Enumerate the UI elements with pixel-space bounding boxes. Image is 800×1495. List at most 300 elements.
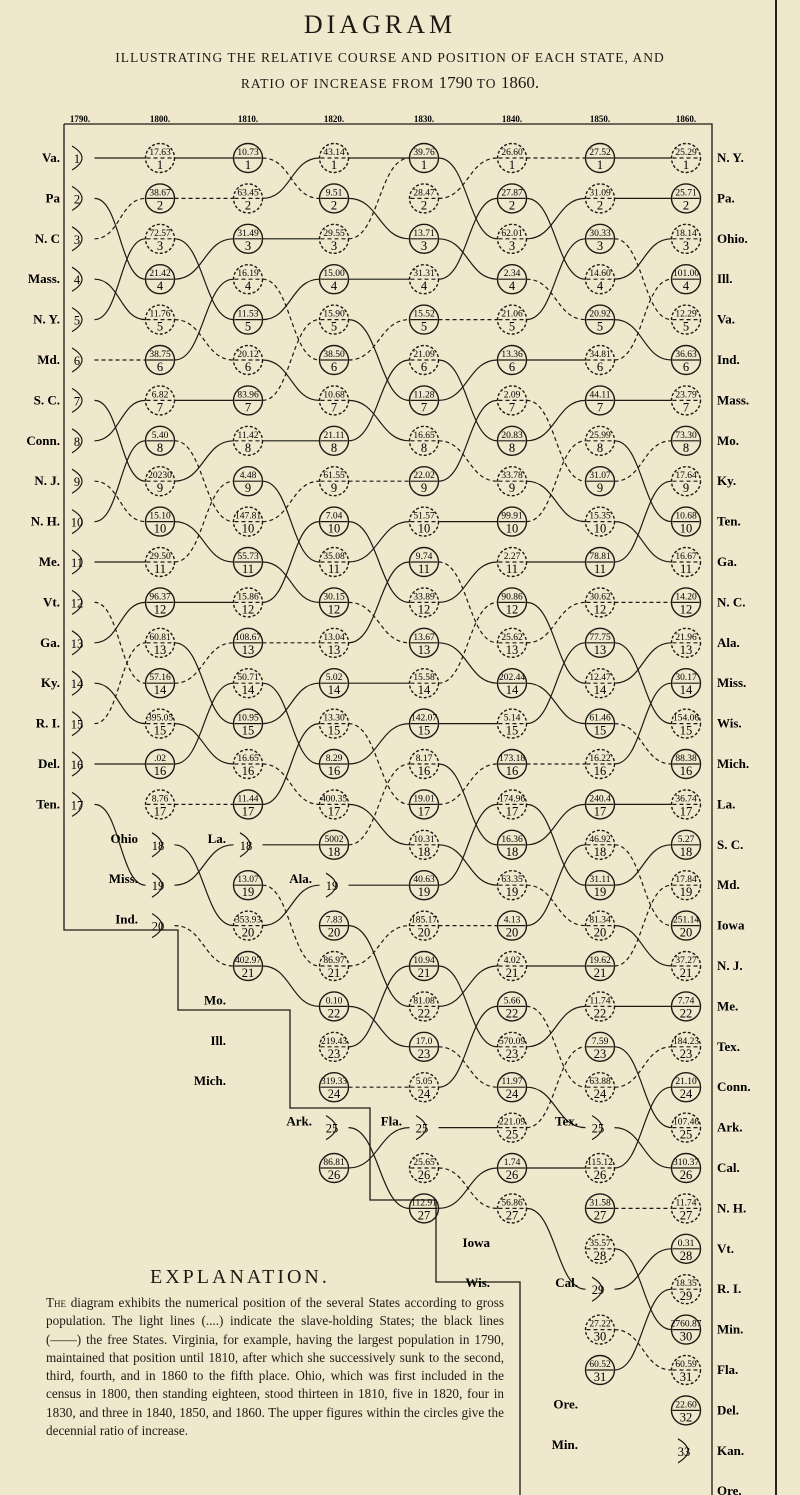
state-course-line bbox=[175, 845, 234, 926]
left-state-label: Ten. bbox=[36, 796, 60, 812]
left-state-label: Md. bbox=[37, 352, 60, 367]
state-course-line bbox=[527, 804, 586, 885]
right-state-label: Pa. bbox=[717, 190, 735, 206]
rank-1790: 10 bbox=[70, 515, 84, 530]
rank-number: 21 bbox=[679, 966, 693, 980]
right-state-label: Me. bbox=[717, 998, 739, 1014]
rank-number: 9 bbox=[596, 481, 604, 496]
ratio-value: 27.52 bbox=[589, 148, 611, 158]
ratio-value: 77.75 bbox=[589, 632, 611, 643]
ratio-value: 11.97 bbox=[501, 1077, 523, 1088]
ratio-value: 10.73 bbox=[237, 148, 259, 158]
rank-number: 3 bbox=[420, 238, 428, 253]
rank-number: 13 bbox=[327, 642, 341, 657]
ratio-value: 9.74 bbox=[415, 552, 433, 562]
rank-number: 5 bbox=[244, 319, 252, 334]
rank-1790: 8 bbox=[73, 434, 81, 449]
rank-number: 14 bbox=[505, 683, 519, 698]
rank-number: 3 bbox=[244, 238, 252, 253]
state-course-line bbox=[615, 885, 672, 966]
state-course-line bbox=[439, 1168, 498, 1208]
ratio-value: 112.91 bbox=[411, 1198, 437, 1209]
state-course-line bbox=[439, 400, 498, 481]
state-course-line bbox=[263, 320, 320, 401]
ratio-value: 21.09 bbox=[413, 350, 435, 360]
ratio-value: 221.09 bbox=[498, 1117, 526, 1128]
ratio-value: 30.62 bbox=[589, 592, 611, 603]
rank-number: 6 bbox=[596, 360, 604, 374]
rank-number: 23 bbox=[505, 1046, 519, 1061]
rank-number: 11 bbox=[327, 562, 341, 576]
rank-number: 29 bbox=[591, 1283, 605, 1298]
ratio-value: 55.73 bbox=[237, 552, 259, 562]
rank-number: 12 bbox=[505, 602, 519, 617]
rank-number: 21 bbox=[417, 966, 431, 980]
rank-number: 23 bbox=[593, 1046, 607, 1061]
ratio-value: 17.64 bbox=[675, 471, 697, 482]
state-course-line bbox=[439, 966, 498, 1047]
rank-number: 7 bbox=[682, 400, 690, 415]
rank-number: 25 bbox=[591, 1121, 605, 1136]
rank-number: 26 bbox=[679, 1168, 693, 1182]
rank-number: 9 bbox=[420, 481, 428, 496]
state-course-line bbox=[615, 1289, 672, 1370]
left-state-label: Pa bbox=[45, 190, 60, 206]
state-course-line bbox=[349, 966, 410, 1047]
right-state-label: Cal. bbox=[717, 1160, 740, 1175]
rank-number: 17 bbox=[679, 804, 693, 819]
ratio-value: 57.16 bbox=[149, 673, 171, 684]
rank-number: 27 bbox=[593, 1208, 607, 1223]
ratio-value: 15.52 bbox=[413, 309, 435, 320]
state-course-line bbox=[349, 602, 410, 642]
state-course-line bbox=[527, 481, 586, 521]
rank-number: 21 bbox=[327, 966, 341, 980]
rank-number: 20 bbox=[679, 925, 693, 940]
state-course-line bbox=[95, 683, 146, 723]
ratio-value: 0.31 bbox=[677, 1238, 695, 1249]
ratio-value: 11.53 bbox=[237, 309, 259, 320]
ratio-value: 310.37 bbox=[672, 1158, 700, 1168]
rank-number: 27 bbox=[505, 1208, 519, 1223]
entrant-state-label: Ill. bbox=[210, 1032, 226, 1048]
entrant-state-label: Min. bbox=[551, 1436, 578, 1452]
rank-number: 15 bbox=[593, 723, 607, 738]
rank-number: 20 bbox=[505, 925, 519, 940]
right-state-label: Md. bbox=[717, 877, 740, 893]
right-state-label: Vt. bbox=[717, 1240, 734, 1256]
year-header: 1840. bbox=[501, 114, 523, 124]
state-course-line bbox=[95, 198, 146, 279]
rank-number: 26 bbox=[417, 1168, 431, 1182]
rank-number: 21 bbox=[593, 966, 607, 980]
rank-number: 11 bbox=[679, 562, 693, 576]
state-course-line bbox=[263, 481, 320, 562]
rank-number: 23 bbox=[417, 1046, 431, 1061]
rank-number: 2 bbox=[156, 198, 164, 213]
rank-number: 16 bbox=[593, 764, 607, 778]
state-course-line bbox=[349, 724, 410, 805]
state-course-line bbox=[615, 724, 672, 764]
ratio-value: 14.60 bbox=[589, 269, 611, 280]
ratio-value: 43.14 bbox=[323, 148, 345, 158]
left-state-label: Va. bbox=[42, 150, 60, 165]
rank-number: 22 bbox=[417, 1006, 431, 1021]
rank-number: 15 bbox=[327, 723, 341, 738]
ratio-value: 15.35 bbox=[589, 511, 611, 522]
state-course-line bbox=[349, 1128, 410, 1168]
state-course-line bbox=[439, 239, 498, 279]
ratio-value: 11.74 bbox=[589, 996, 611, 1007]
rank-number: 8 bbox=[244, 440, 252, 455]
rank-number: 9 bbox=[682, 481, 690, 496]
state-course-line bbox=[527, 239, 586, 320]
right-state-label: N. Y. bbox=[717, 150, 744, 165]
rank-number: 18 bbox=[239, 838, 253, 853]
right-state-label: Ill. bbox=[717, 271, 733, 287]
entrant-state-label: Tex. bbox=[555, 1113, 578, 1129]
ratio-value: 101.00 bbox=[672, 269, 700, 280]
rank-number: 1 bbox=[330, 158, 338, 172]
rank-number: 5 bbox=[508, 319, 516, 334]
rank-number: 1 bbox=[596, 158, 604, 172]
state-course-line bbox=[527, 683, 586, 723]
rank-number: 13 bbox=[505, 642, 519, 657]
ratio-value: 5.02 bbox=[325, 673, 343, 684]
rank-number: 13 bbox=[417, 642, 431, 657]
ratio-value: 219.43 bbox=[320, 1036, 348, 1047]
state-course-line bbox=[175, 441, 234, 481]
state-course-line bbox=[615, 1330, 672, 1370]
rank-number: 29 bbox=[679, 1289, 693, 1304]
ratio-value: 25.65 bbox=[413, 1158, 435, 1168]
rank-number: 28 bbox=[679, 1248, 693, 1263]
ratio-value: 13.04 bbox=[323, 632, 345, 643]
entrant-state-label: Ind. bbox=[115, 911, 138, 927]
rank-1790: 9 bbox=[73, 475, 81, 490]
right-state-label: Mich. bbox=[717, 756, 750, 771]
state-course-line bbox=[439, 360, 498, 441]
state-course-line bbox=[175, 320, 234, 360]
right-state-label: Ohio. bbox=[717, 230, 748, 246]
ratio-value: 173.18 bbox=[498, 754, 526, 764]
state-course-line bbox=[349, 320, 410, 360]
rank-number: 12 bbox=[417, 602, 431, 617]
rank-number: 20 bbox=[417, 925, 431, 940]
right-state-label: Ark. bbox=[717, 1119, 743, 1135]
rank-number: 2 bbox=[330, 198, 338, 213]
ratio-value: 18.35 bbox=[675, 1279, 697, 1290]
state-course-line bbox=[439, 441, 498, 481]
ratio-value: 38.67 bbox=[149, 188, 171, 199]
rank-number: 10 bbox=[241, 521, 255, 536]
state-course-line bbox=[527, 198, 586, 279]
right-state-label: Del. bbox=[717, 1402, 740, 1418]
state-course-line bbox=[263, 885, 320, 966]
rank-number: 14 bbox=[679, 683, 693, 698]
rank-number: 5 bbox=[330, 319, 338, 334]
rank-number: 25 bbox=[679, 1127, 693, 1142]
ratio-value: 38.50 bbox=[323, 350, 345, 360]
ratio-value: 15.10 bbox=[149, 511, 171, 522]
right-state-label: Ga. bbox=[717, 554, 737, 569]
rank-number: 15 bbox=[417, 723, 431, 738]
state-course-line bbox=[175, 481, 234, 562]
rank-number: 6 bbox=[156, 360, 164, 374]
ratio-value: 11.74 bbox=[675, 1198, 697, 1209]
state-course-line bbox=[527, 804, 586, 844]
ratio-value: 17.0 bbox=[415, 1036, 433, 1047]
state-course-line bbox=[349, 764, 410, 845]
ratio-value: 147.81 bbox=[234, 511, 262, 522]
ratio-value: 4.48 bbox=[239, 471, 257, 482]
ratio-value: 18.14 bbox=[675, 228, 697, 239]
rank-number: 17 bbox=[593, 804, 607, 819]
ratio-value: 7.04 bbox=[325, 511, 343, 522]
state-course-line bbox=[175, 441, 234, 522]
rank-number: 13 bbox=[679, 642, 693, 657]
state-course-line bbox=[527, 1006, 586, 1087]
ratio-value: 51.57 bbox=[413, 511, 435, 522]
state-course-line bbox=[349, 926, 410, 966]
ratio-value: 13.30 bbox=[323, 713, 345, 724]
explanation-lead: The bbox=[46, 1295, 67, 1310]
rank-number: 23 bbox=[327, 1046, 341, 1061]
rank-number: 4 bbox=[244, 279, 252, 294]
state-course-line bbox=[175, 845, 234, 885]
ratio-value: 9.51 bbox=[325, 188, 343, 199]
state-course-line bbox=[439, 764, 498, 845]
rank-1790: 1 bbox=[73, 152, 81, 166]
ratio-value: 30.17 bbox=[675, 673, 697, 684]
state-course-line bbox=[175, 522, 234, 562]
rank-number: 12 bbox=[593, 602, 607, 617]
state-course-line bbox=[349, 522, 410, 562]
ratio-value: 99.91 bbox=[501, 511, 523, 522]
ratio-value: 30.15 bbox=[323, 592, 345, 603]
ratio-value: 2760.87 bbox=[670, 1319, 702, 1330]
ratio-value: 17.63 bbox=[149, 148, 171, 158]
rank-1790: 11 bbox=[70, 556, 84, 570]
ratio-value: 20.92 bbox=[589, 309, 611, 320]
rank-number: 31 bbox=[593, 1370, 607, 1384]
state-course-line bbox=[95, 643, 146, 724]
rank-number: 9 bbox=[156, 481, 164, 496]
state-course-line bbox=[527, 400, 586, 440]
rank-number: 4 bbox=[682, 279, 690, 294]
rank-number: 6 bbox=[508, 360, 516, 374]
rank-number: 9 bbox=[244, 481, 252, 496]
ratio-value: 7.83 bbox=[325, 915, 343, 926]
ratio-value: 31.11 bbox=[589, 875, 611, 886]
state-course-line bbox=[615, 320, 672, 360]
rank-number: 9 bbox=[508, 481, 516, 496]
state-course-line bbox=[439, 1047, 498, 1087]
ratio-value: 62.01 bbox=[501, 228, 523, 239]
rank-number: 7 bbox=[330, 400, 338, 415]
ratio-value: 15.58 bbox=[413, 673, 435, 684]
ratio-value: 81.34 bbox=[589, 915, 611, 926]
right-state-label: N. H. bbox=[717, 1200, 747, 1216]
right-state-label: N. C. bbox=[717, 594, 746, 610]
state-course-line bbox=[175, 239, 234, 320]
state-course-line bbox=[527, 400, 586, 481]
ratio-value: 14.20 bbox=[675, 592, 697, 603]
state-course-line bbox=[175, 683, 234, 764]
rank-number: 1 bbox=[420, 158, 428, 172]
rank-number: 8 bbox=[508, 440, 516, 455]
state-course-line bbox=[349, 562, 410, 643]
state-course-line bbox=[263, 764, 320, 804]
state-course-line bbox=[175, 239, 234, 279]
state-course-line bbox=[615, 481, 672, 562]
ratio-value: 570.09 bbox=[498, 1036, 526, 1047]
ratio-value: 1.74 bbox=[503, 1158, 521, 1168]
rank-number: 25 bbox=[505, 1127, 519, 1142]
state-course-line bbox=[439, 643, 498, 683]
ratio-value: 0.10 bbox=[325, 996, 343, 1007]
state-course-line bbox=[175, 643, 234, 683]
ratio-value: 11.42 bbox=[237, 430, 259, 441]
ratio-value: 402.97 bbox=[234, 956, 262, 966]
state-course-line bbox=[615, 1128, 672, 1168]
rank-number: 30 bbox=[593, 1329, 607, 1344]
state-course-line bbox=[439, 198, 498, 279]
state-course-line bbox=[439, 562, 498, 602]
ratio-value: 174.96 bbox=[498, 794, 526, 805]
ratio-value: 60.52 bbox=[589, 1360, 611, 1370]
rank-number: 10 bbox=[593, 521, 607, 536]
rank-number: 16 bbox=[241, 764, 255, 778]
state-course-line bbox=[263, 481, 320, 521]
state-course-line bbox=[439, 158, 498, 198]
entrant-state-label: La. bbox=[207, 830, 226, 846]
state-course-line bbox=[439, 562, 498, 643]
ratio-value: 240.4 bbox=[589, 794, 611, 805]
state-course-line bbox=[527, 643, 586, 724]
ratio-value: 33.89 bbox=[413, 592, 435, 603]
rank-number: 22 bbox=[593, 1006, 607, 1021]
ratio-value: 5.66 bbox=[503, 996, 521, 1007]
state-course-line bbox=[615, 239, 672, 320]
rank-number: 2 bbox=[244, 198, 252, 213]
entrant-state-label: Wis. bbox=[465, 1275, 490, 1291]
rank-number: 18 bbox=[679, 844, 693, 859]
left-state-label: N. H. bbox=[30, 513, 60, 529]
rank-1790: 7 bbox=[73, 394, 81, 409]
right-state-label: Tex. bbox=[717, 1038, 740, 1054]
year-header: 1790. bbox=[69, 114, 91, 124]
ratio-value: 21.96 bbox=[675, 632, 697, 643]
rank-number: 19 bbox=[679, 885, 693, 900]
state-course-line bbox=[349, 320, 410, 401]
rank-number: 13 bbox=[593, 642, 607, 657]
rank-number: 1 bbox=[682, 158, 690, 172]
state-course-line bbox=[349, 1006, 410, 1046]
ratio-value: 154.06 bbox=[672, 713, 700, 724]
state-course-line bbox=[439, 1006, 498, 1087]
ratio-value: 185.17 bbox=[410, 915, 438, 926]
state-course-line bbox=[615, 643, 672, 724]
state-course-line bbox=[95, 239, 146, 320]
state-course-line bbox=[615, 441, 672, 481]
right-state-label: Ten. bbox=[717, 513, 741, 529]
state-course-line bbox=[95, 198, 146, 238]
right-state-label: La. bbox=[717, 796, 736, 812]
rank-number: 24 bbox=[593, 1087, 607, 1102]
state-course-line bbox=[615, 522, 672, 562]
rank-number: 27 bbox=[679, 1208, 693, 1223]
right-state-label: Min. bbox=[717, 1321, 744, 1337]
entrant-state-label: Mo. bbox=[203, 992, 226, 1008]
rank-number: 6 bbox=[420, 360, 428, 374]
right-state-label: Fla. bbox=[717, 1362, 739, 1377]
right-state-label: N. J. bbox=[717, 958, 743, 973]
left-state-label: N. Y. bbox=[33, 311, 60, 327]
year-header: 1800. bbox=[149, 114, 171, 124]
right-state-label: Kan. bbox=[717, 1442, 745, 1458]
state-course-line bbox=[263, 724, 320, 805]
subtitle-year-end: 1860. bbox=[500, 73, 540, 92]
ratio-value: 25.71 bbox=[675, 188, 697, 199]
state-course-line bbox=[439, 158, 498, 239]
ratio-value: 29.50 bbox=[149, 552, 171, 562]
ratio-value: 107.46 bbox=[672, 1117, 700, 1128]
subtitle-to: TO bbox=[476, 76, 497, 91]
state-course-line bbox=[615, 441, 672, 522]
ratio-value: 2.09 bbox=[503, 390, 521, 401]
state-course-line bbox=[349, 360, 410, 441]
ratio-value: 184.23 bbox=[672, 1036, 700, 1047]
state-course-line bbox=[263, 683, 320, 723]
state-course-line bbox=[263, 966, 320, 1006]
state-course-line bbox=[349, 158, 410, 239]
left-state-label: Me. bbox=[38, 554, 60, 569]
state-course-line bbox=[527, 198, 586, 238]
ratio-value: 22.02 bbox=[413, 471, 435, 482]
state-course-line bbox=[263, 885, 320, 925]
right-state-label: Iowa bbox=[717, 917, 745, 933]
ratio-value: 2.27 bbox=[503, 552, 521, 562]
ratio-value: 15.90 bbox=[323, 309, 345, 320]
rank-number: 15 bbox=[505, 723, 519, 738]
rank-number: 20 bbox=[241, 925, 255, 940]
state-course-line bbox=[95, 279, 146, 319]
rank-number: 19 bbox=[325, 879, 339, 894]
right-state-label: Va. bbox=[717, 311, 735, 327]
left-state-label: Mass. bbox=[27, 271, 60, 287]
rank-number: 11 bbox=[593, 562, 607, 576]
ratio-value: 16.19 bbox=[237, 269, 259, 280]
ratio-value: 21.11 bbox=[323, 430, 345, 441]
rank-number: 14 bbox=[417, 683, 431, 698]
rank-number: 15 bbox=[241, 723, 255, 738]
rank-number: 16 bbox=[417, 764, 431, 778]
rank-1790: 6 bbox=[73, 354, 81, 368]
state-course-line bbox=[175, 926, 234, 966]
rank-number: 24 bbox=[417, 1087, 431, 1102]
ratio-value: 251.14 bbox=[672, 915, 700, 926]
ratio-value: 10.68 bbox=[323, 390, 345, 401]
ratio-value: 16.67 bbox=[675, 552, 697, 562]
rank-number: 14 bbox=[241, 683, 255, 698]
rank-number: 26 bbox=[327, 1168, 341, 1182]
rank-number: 17 bbox=[505, 804, 519, 819]
ratio-value: 31.49 bbox=[237, 228, 259, 239]
right-state-label: Ky. bbox=[717, 473, 737, 489]
ratio-value: 96.37 bbox=[149, 592, 171, 603]
ratio-value: 60.59 bbox=[675, 1360, 697, 1370]
